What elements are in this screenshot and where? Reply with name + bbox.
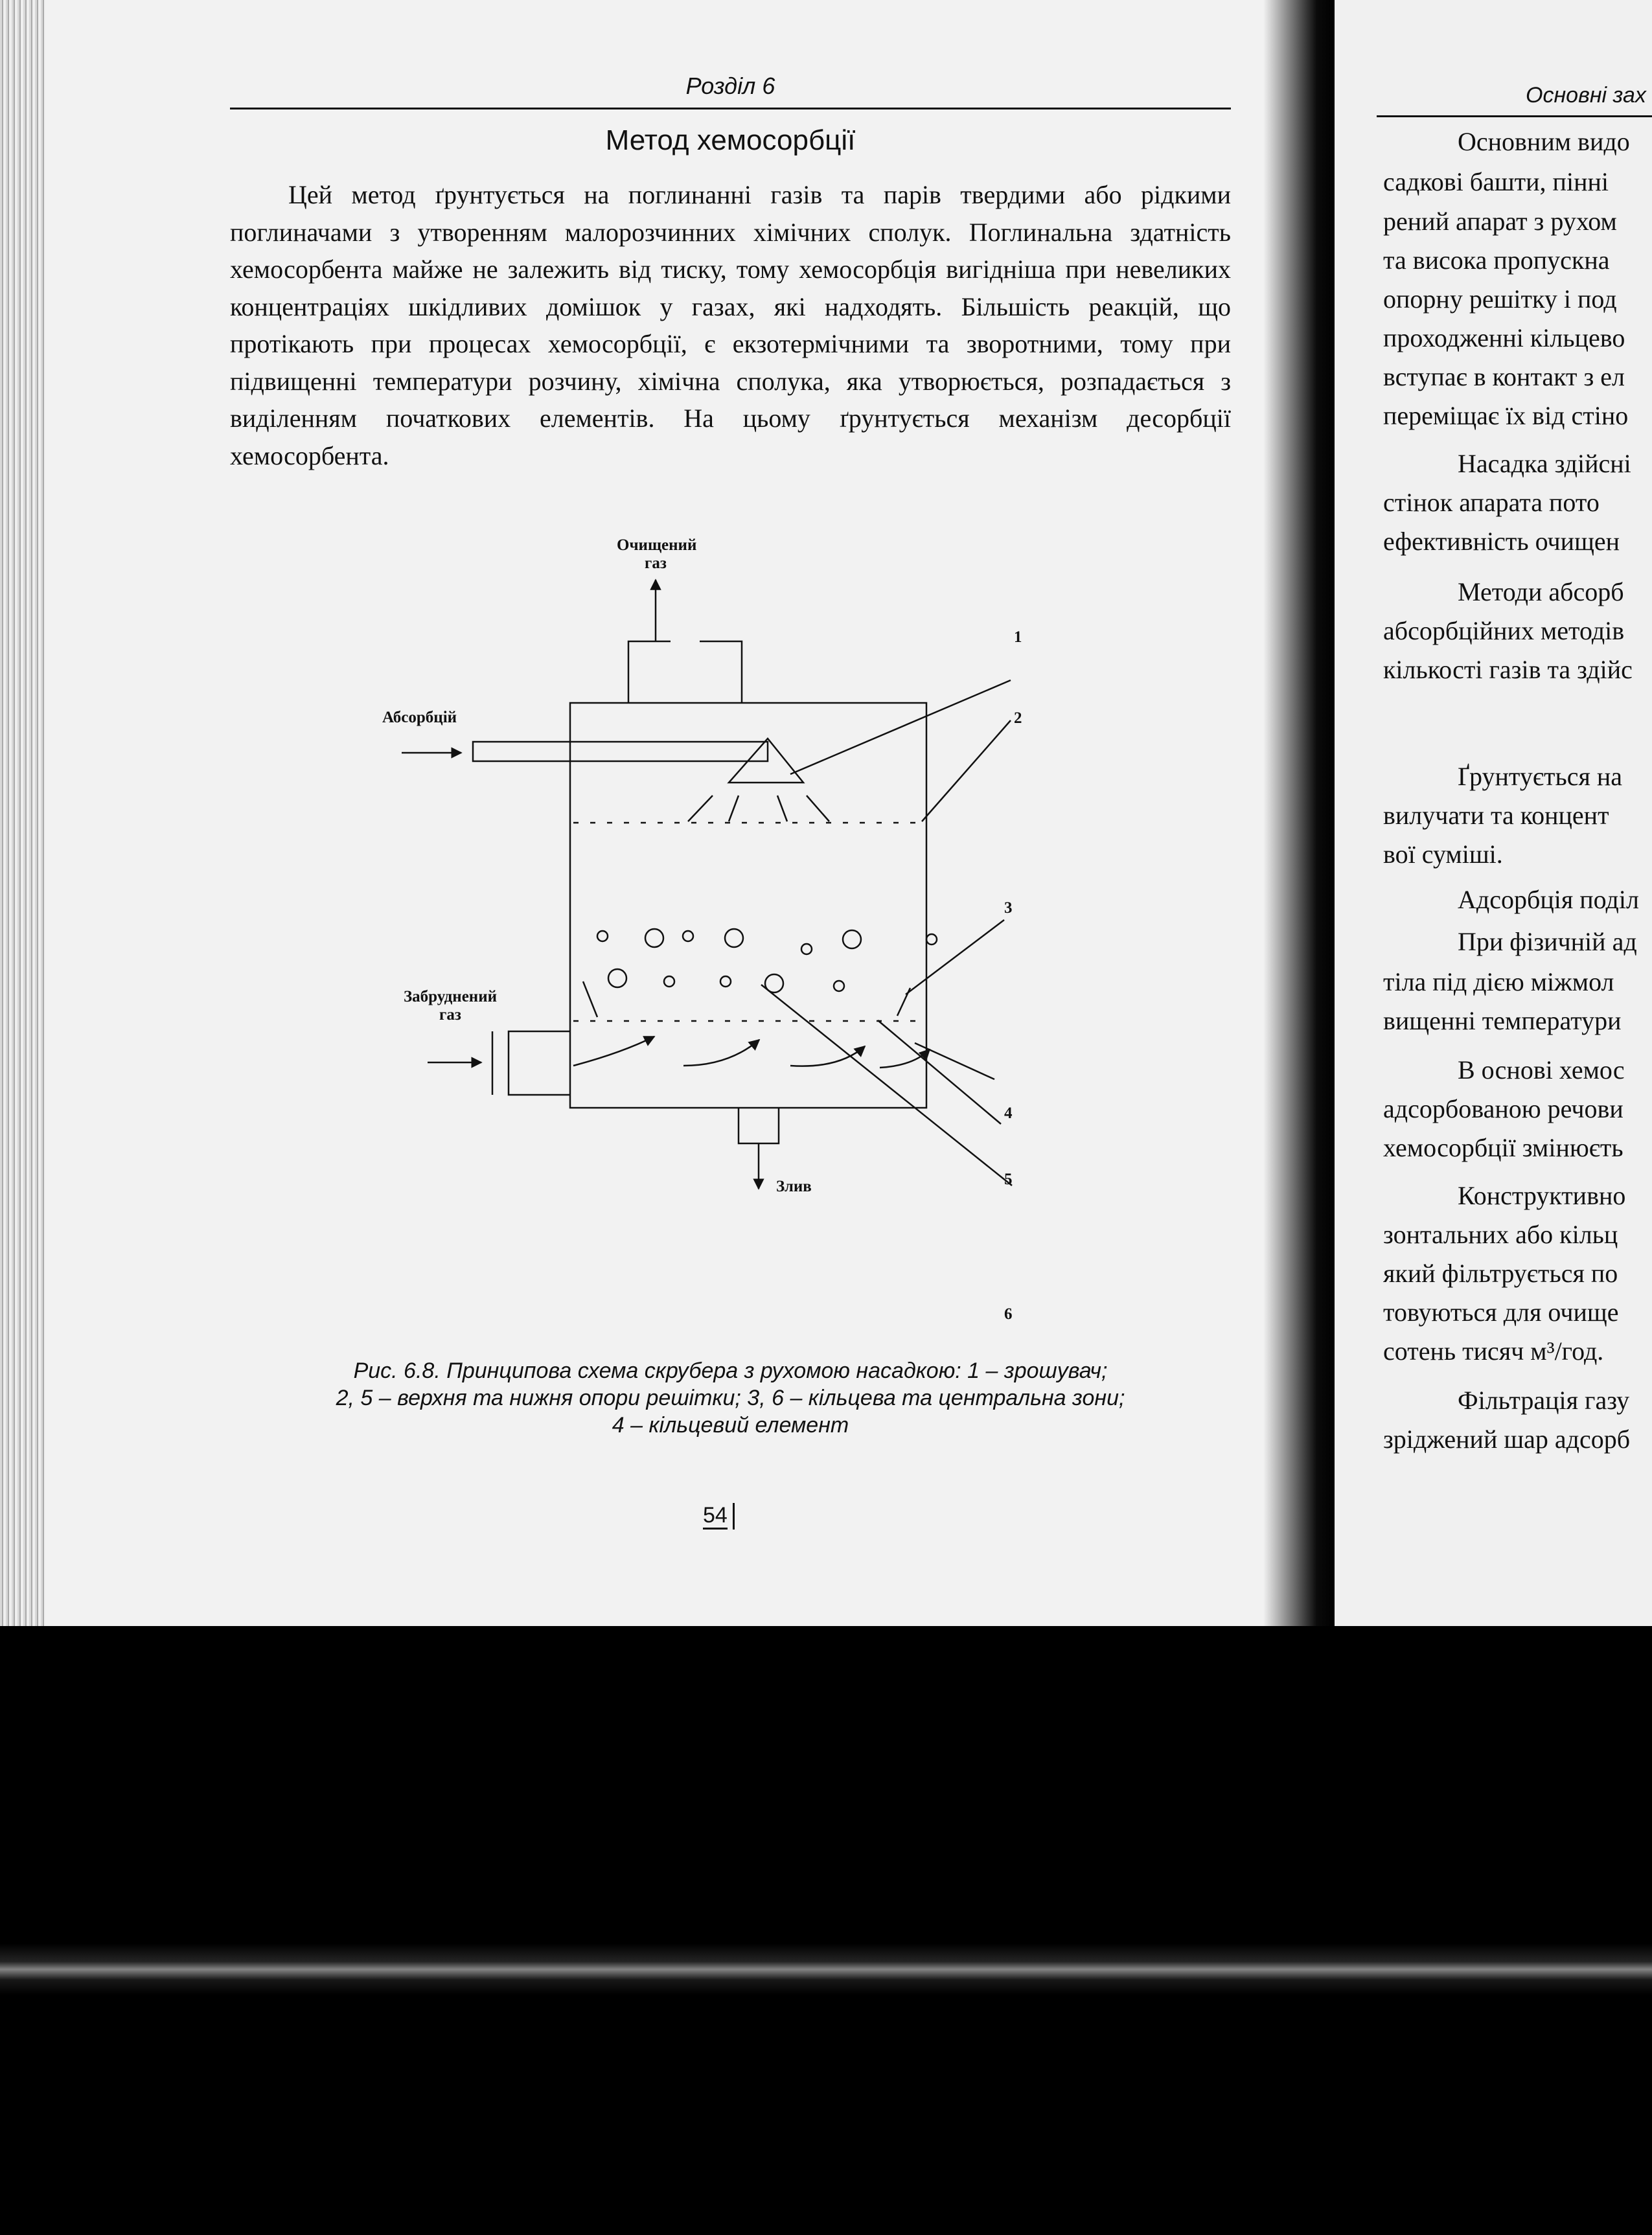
- right-text-line: Методи абсорб: [1458, 577, 1624, 606]
- right-header-rule: [1377, 115, 1652, 117]
- right-text-line: кількості газів та здійс: [1383, 655, 1633, 684]
- scrubber-drawing: [363, 525, 1114, 1328]
- right-text-line: товуються для очище: [1383, 1298, 1619, 1327]
- right-text-line: зонтальних або кільц: [1383, 1220, 1618, 1249]
- right-text-line: опорну решітку і под: [1383, 284, 1617, 314]
- body-paragraph: Цей метод ґрунтується на поглинанні газів та парів твердими або рідкими поглиначами з утворенням малорозчинних хімічних сполук. Поглинальна здатність хемосорбента майже не залежить від тиску, тому хемосорбція вигідніша при невеликих концентраціях шкідливих домішок у газах, які надходять. Більшість реакцій, що протікають при процесах хемосорбції, є екзотермічними та зворотними, тому при підвищенні температури розчину, хімічна сполука, яка утворюється, розпадається з виділенням початкових елементів. На цьому ґрунтується механізм десорбції хемосорбента.: [230, 180, 1231, 470]
- right-text-line: тіла під дією міжмол: [1383, 967, 1614, 996]
- caption-line: Рис. 6.8. Принципова схема скрубера з рухомою насадкою: 1 – зрошувач;: [353, 1358, 1108, 1383]
- right-text-line: Основним видо: [1458, 127, 1630, 156]
- right-text-line: Конструктивно: [1458, 1181, 1626, 1210]
- right-text-line: та висока пропускна: [1383, 246, 1610, 275]
- page-number: 54: [703, 1503, 735, 1530]
- right-text-line: переміщає їх від стіно: [1383, 401, 1629, 430]
- label-number-4: 4: [1004, 1105, 1013, 1122]
- drain-pipe: [739, 1108, 779, 1143]
- label-number-2: 2: [1014, 709, 1022, 727]
- side-inlet-pipe: [509, 1031, 570, 1095]
- right-text-line: садкові башти, пінні: [1383, 167, 1609, 196]
- right-text-line: Насадка здійсні: [1458, 449, 1631, 478]
- section-title: Метод хемосорбції: [605, 124, 856, 156]
- header-rule: [230, 108, 1231, 109]
- right-text-line: В основі хемос: [1458, 1055, 1625, 1084]
- right-text-line: Фільтрація газу: [1458, 1386, 1630, 1415]
- label-dirty-gas: Забруднений газ: [403, 988, 498, 1024]
- scan-streak: [0, 1943, 1652, 1995]
- right-text-line: вищенні температури: [1383, 1006, 1622, 1035]
- right-text-line: проходженні кільцево: [1383, 323, 1625, 352]
- right-text-line: вилучати та концент: [1383, 801, 1609, 830]
- right-text-line: вступає в контакт з ел: [1383, 362, 1625, 391]
- scrubber-diagram: [363, 525, 1114, 1328]
- caption-line: 2, 5 – верхня та нижня опори решітки; 3, 6 – кільцева та центральна зони;: [336, 1386, 1125, 1410]
- label-number-6: 6: [1004, 1305, 1013, 1323]
- right-text-line: Адсорбція поділ: [1458, 885, 1639, 914]
- label-absorbent: Абсорбцій: [382, 709, 457, 726]
- right-text-line: адсорбованою речови: [1383, 1094, 1623, 1123]
- label-drain: Злив: [776, 1178, 812, 1195]
- right-text-line: стінок апарата пото: [1383, 488, 1600, 517]
- right-text-line: який фільтрується по: [1383, 1259, 1618, 1288]
- right-text-line: хемосорбції змінюєть: [1383, 1133, 1623, 1162]
- right-text-line: При фізичній ад: [1458, 927, 1637, 956]
- right-running-head: Основні зах: [1526, 83, 1646, 108]
- caption-line: 4 – кільцевий елемент: [612, 1413, 849, 1438]
- right-text-line: рений апарат з рухом: [1383, 207, 1617, 236]
- right-text-line: вої суміші.: [1383, 840, 1503, 869]
- running-head: Розділ 6: [685, 73, 775, 99]
- right-text-line: ефективність очищен: [1383, 527, 1620, 556]
- right-text-line: абсорбційних методів: [1383, 616, 1625, 645]
- book-gutter-shadow: [1263, 0, 1335, 1626]
- label-clean-gas: Очищений газ: [617, 536, 697, 572]
- right-text-line: сотень тисяч м³/год.: [1383, 1336, 1604, 1366]
- label-number-1: 1: [1014, 628, 1022, 646]
- label-number-3: 3: [1004, 899, 1013, 917]
- label-number-5: 5: [1004, 1171, 1013, 1188]
- figure-caption: [230, 1357, 1231, 1439]
- absorbent-pipe: [473, 742, 768, 761]
- right-text-line: зріджений шар адсорб: [1383, 1425, 1631, 1454]
- top-outlet-pipe: [628, 641, 742, 703]
- right-text-line: Ґрунтується на: [1458, 762, 1623, 791]
